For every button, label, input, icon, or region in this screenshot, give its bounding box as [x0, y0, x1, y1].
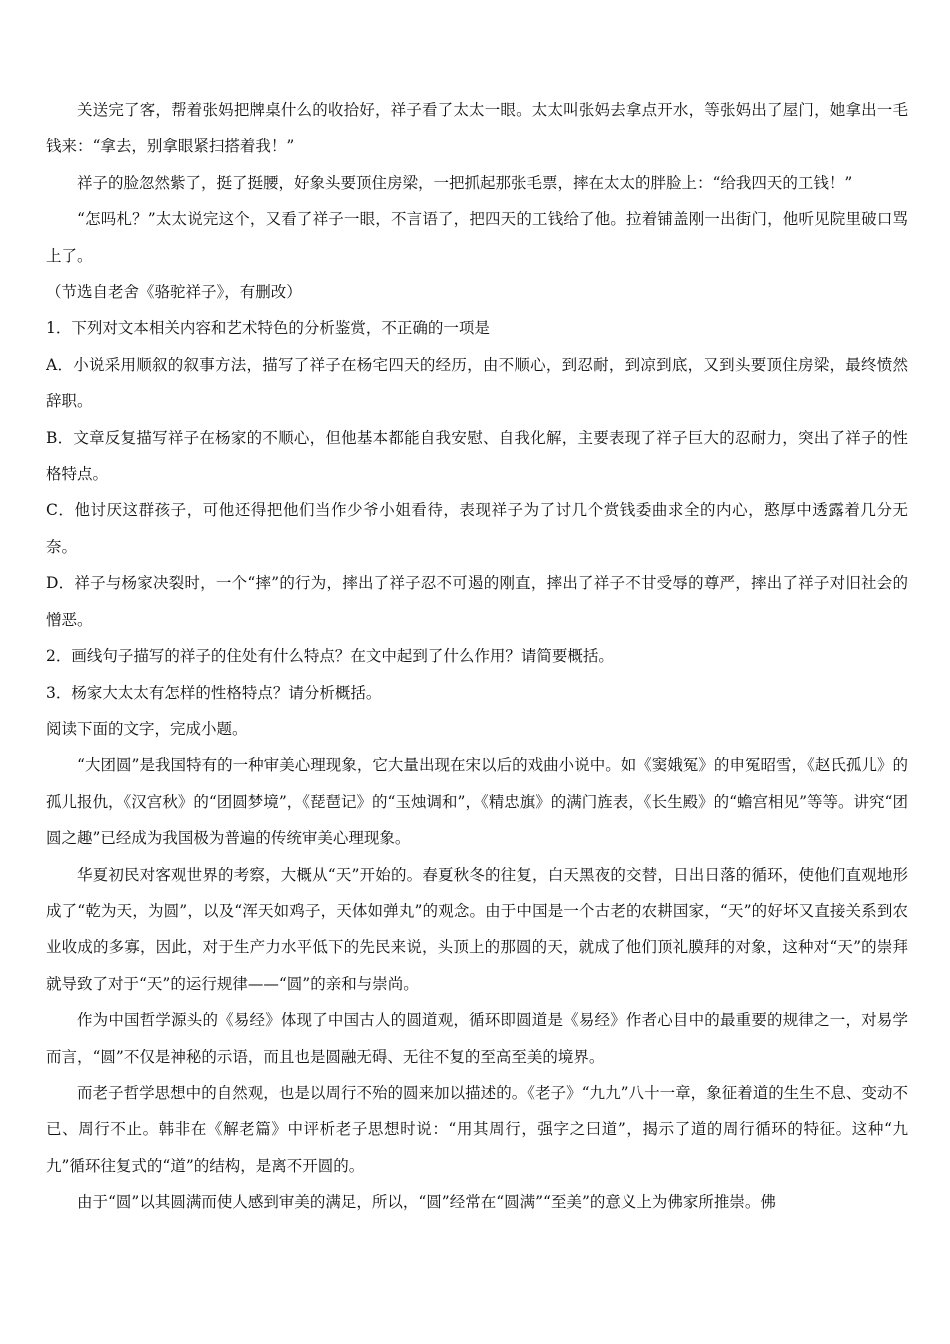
question-1-option-b: B．文章反复描写祥子在杨家的不顺心，但他基本都能自我安慰、自我化解，主要表现了祥子巨大的忍耐力，突出了祥子的性格特点。: [46, 428, 908, 484]
document-page: [46, 92, 908, 1221]
reading-paragraph: “大团圆”是我国特有的一种审美心理现象，它大量出现在宋以后的戏曲小说中。如《窦娥冤》的申冤昭雪，《赵氏孤儿》的孤儿报仇，《汉宫秋》的“团圆梦境”，《琵琶记》的“玉烛调和”，《精忠旗》的满门旌表，《长生殿》的“蟾宫相见”等等。讲究“团圆之趣”已经成为我国极为普遍的传统审美心理现象。: [46, 756, 908, 848]
story-paragraph: 关送完了客，帮着张妈把牌桌什么的收拾好，祥子看了太太一眼。太太叫张妈去拿点开水，等张妈出了屋门，她拿出一毛钱来：“拿去，别拿眼紧扫搭着我！”: [46, 101, 908, 156]
question-3: 3．杨家大太太有怎样的性格特点？请分析概括。: [46, 683, 382, 702]
question-1-option-d: D．祥子与杨家决裂时，一个“摔”的行为，摔出了祥子忍不可遏的刚直，摔出了祥子不甘受辱的尊严，摔出了祥子对旧社会的憎恶。: [46, 574, 908, 629]
question-1-stem: 1．下列对文本相关内容和艺术特色的分析鉴赏，不正确的一项是: [46, 319, 490, 338]
reading-paragraph: 而老子哲学思想中的自然观，也是以周行不殆的圆来加以描述的。《老子》“九九”八十一章，象征着道的生生不息、变动不已、周行不止。韩非在《解老篇》中评析老子思想时说：“用其周行，强字之曰道”，揭示了道的周行循环的特征。这种“九九”循环往复式的“道”的结构，是离不开圆的。: [46, 1083, 908, 1175]
reading-paragraph: 由于“圆”以其圆满而使人感到审美的满足，所以，“圆”经常在“圆满”“至美”的意义上为佛家所推崇。佛: [77, 1193, 776, 1212]
question-2: 2．画线句子描写的祥子的住处有什么特点？在文中起到了什么作用？请简要概括。: [46, 647, 614, 666]
question-1-option-a: A．小说采用顺叙的叙事方法，描写了祥子在杨宅四天的经历，由不顺心，到忍耐，到凉到底，又到头要顶住房梁，最终愤然辞职。: [46, 355, 908, 411]
story-paragraph: 祥子的脸忽然紫了，挺了挺腰，好象头要顶住房梁，一把抓起那张毛票，摔在太太的胖脸上：“给我四天的工钱！”: [77, 173, 853, 192]
reading-paragraph: 华夏初民对客观世界的考察，大概从“天”开始的。春夏秋冬的往复，白天黑夜的交替，日出日落的循环，使他们直观地形成了“乾为天，为圆”，以及“浑天如鸡子，天体如弹丸”的观念。由于中国是一个古老的农耕国家，“天”的好坏又直接关系到农业收成的多寡，因此，对于生产力水平低下的先民来说，头顶上的那圆的天，就成了他们顶礼膜拜的对象，这种对“天”的崇拜就导致了对于“天”的运行规律——“圆”的亲和与崇尚。: [46, 865, 908, 993]
story-paragraph: “怎吗札？”太太说完这个，又看了祥子一眼，不言语了，把四天的工钱给了他。拉着铺盖刚一出街门，他听见院里破口骂上了。: [46, 210, 908, 265]
reading-paragraph: 作为中国哲学源头的《易经》体现了中国古人的圆道观，循环即圆道是《易经》作者心目中的最重要的规律之一，对易学而言，“圆”不仅是神秘的示语，而且也是圆融无碍、无往不复的至高至美的境界。: [46, 1011, 908, 1066]
question-1-option-c: C．他讨厌这群孩子，可他还得把他们当作少爷小姐看待，表现祥子为了讨几个赏钱委曲求全的内心，憨厚中透露着几分无奈。: [46, 501, 908, 556]
source-note: （节选自老舍《骆驼祥子》，有删改）: [46, 283, 302, 302]
reading-instruction: 阅读下面的文字，完成小题。: [46, 719, 248, 738]
